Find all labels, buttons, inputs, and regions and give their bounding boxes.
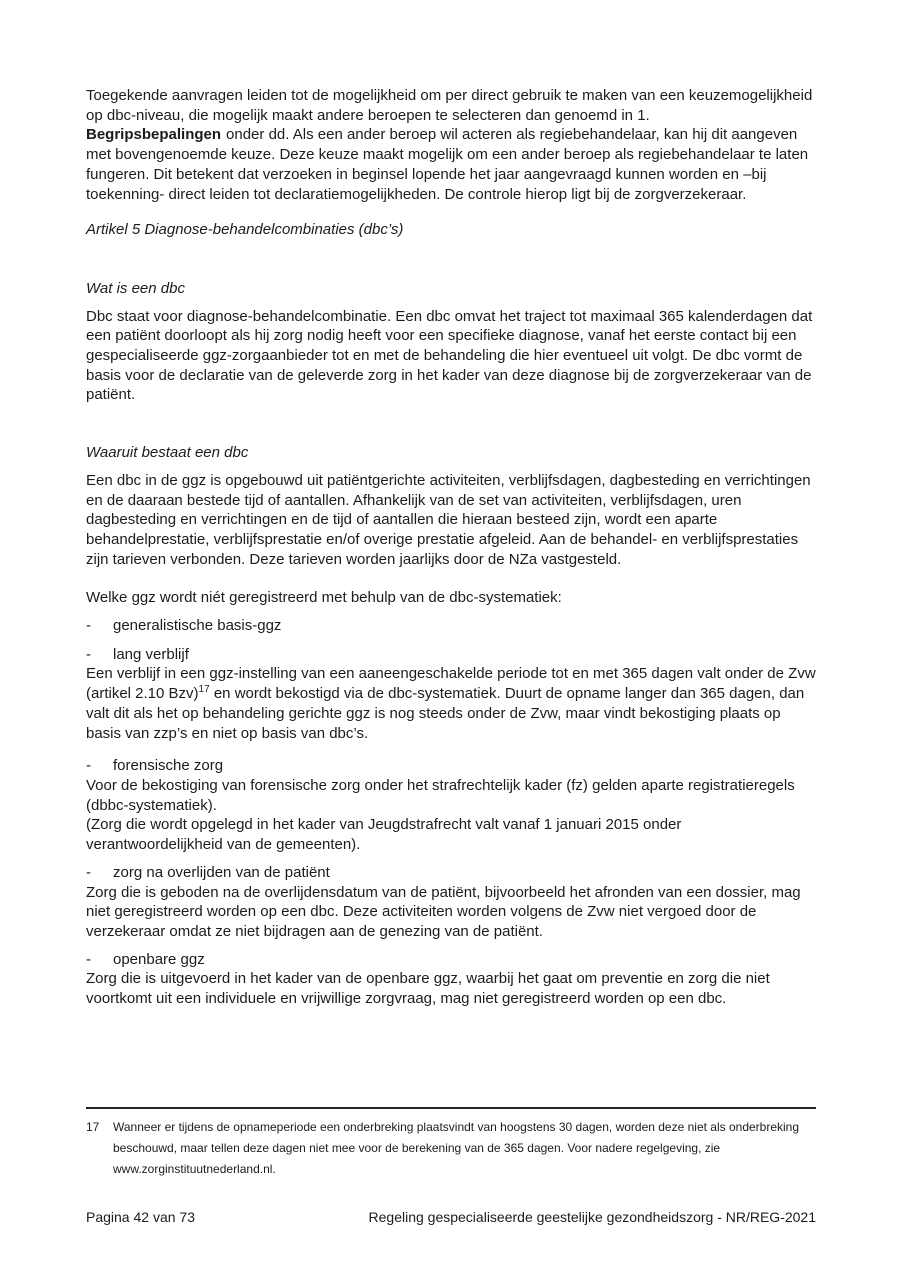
list-item-openbare-ggz: [86, 950, 816, 970]
list-item-generalistische-basis-ggz: [86, 616, 816, 636]
intro-bold-term: Begripsbepalingen: [86, 126, 222, 144]
forensische-zorg-body-extra: (Zorg die wordt opgelegd in het kader van Jeugdstrafrecht valt vanaf 1 januari 2015 onder verantwoordelijkheid van de gemeenten).: [86, 816, 682, 854]
list-item-label: forensische zorg: [113, 757, 224, 775]
list-item-label: lang verblijf: [113, 645, 189, 663]
list-item-forensische-zorg: [86, 756, 816, 776]
list-item-label: generalistische basis-ggz: [113, 617, 282, 635]
consists-of-body: Een dbc in de ggz is opgebouwd uit patiëntgerichte activiteiten, verblijfsdagen, dagbesteding en verrichtingen en de daaraan bestede tijd of aantallen. Afhankelijk van de set van activiteiten, verblijfsdagen, uren dagbesteding en verrichtingen en de tijd of aantallen die hieraan besteed zijn, wordt een aparte behandelprestatie, verblijfsprestatie en/of overige prestatie afgeleid. Aan de behandel- en verblijfsprestaties zijn tarieven verbonden. Deze tarieven worden jaarlijks door de NZa vastgesteld.: [86, 471, 811, 568]
zorg-na-overlijden-body: Zorg die is geboden na de overlijdensdatum van de patiënt, bijvoorbeeld het afronden van een dossier, mag niet geregistreerd worden op een dbc. Deze activiteiten worden volgens de Zvw niet vergoed door de verzekeraar omdat ze niet bijdragen aan de genezing van de patiënt.: [86, 883, 801, 940]
forensische-zorg-body: Voor de bekostiging van forensische zorg onder het strafrechtelijk kader (fz) gelden aparte registratieregels (dbbc-systematiek).: [86, 776, 795, 814]
list-item-label: openbare ggz: [113, 950, 205, 968]
lang-verblijf-text-after-ref: en wordt bekostigd via de dbc-systematiek. Duurt de opname langer dan 365 dagen, dan valt dit als het op behandeling gerichte ggz is nog steeds onder de Zvw, maar vindt bekostiging plaats op basis van zzp’s en niet op basis van dbc’s.: [86, 685, 805, 742]
lang-verblijf-text-before-ref: Een verblijf in een ggz-instelling van een aaneengeschakelde periode tot en met 365 dagen valt onder de Zvw (artikel 2.10 Bzv): [86, 665, 816, 703]
article-heading: Artikel 5 Diagnose-behandelcombinaties (dbc’s): [86, 221, 404, 239]
footnote-17: [86, 1117, 816, 1180]
list-item-zorg-na-overlijden: [86, 863, 816, 883]
bullet-dash: -: [86, 950, 91, 968]
footnote-separator-rule: [86, 1107, 816, 1109]
section-heading-consists-of: Waaruit bestaat een dbc: [86, 444, 249, 462]
page-footer: [86, 1209, 816, 1226]
page-content: [86, 86, 816, 1009]
intro-paragraph: [86, 86, 816, 204]
footnote-number: 17: [86, 1120, 100, 1134]
intro-text-before: Toegekende aanvragen leiden tot de mogelijkheid om per direct gebruik te maken van een keuzemogelijkheid op dbc-niveau, die mogelijk maakt andere beroepen te selecteren dan genoemd in 1.: [86, 87, 813, 124]
bullet-dash: -: [86, 645, 91, 663]
footnote-area: [86, 1107, 816, 1180]
lang-verblijf-body: [86, 664, 816, 743]
footer-document-title: Regeling gespecialiseerde geestelijke gezondheidszorg - NR/REG-2021: [368, 1209, 816, 1225]
bullet-dash: -: [86, 617, 91, 635]
footnote-ref-17: 17: [198, 684, 210, 696]
list-item-label: zorg na overlijden van de patiënt: [113, 863, 330, 881]
bullet-dash: -: [86, 757, 91, 775]
footer-page-number: Pagina 42 van 73: [86, 1209, 195, 1225]
what-is-body: Dbc staat voor diagnose-behandelcombinatie. Een dbc omvat het traject tot maximaal 365 kalenderdagen dat een patiënt doorloopt als hij zorg nodig heeft voor een specifieke diagnose, vanaf het eerste contact bij een gespecialiseerde ggz-zorgaanbieder tot en met de behandeling die hier eventueel uit volgt. De dbc vormt de basis voor de declaratie van de geleverde zorg in het kader van deze diagnose bij de zorgverzekeraar van de patiënt.: [86, 307, 813, 404]
excluded-intro: Welke ggz wordt niét geregistreerd met behulp van de dbc-systematiek:: [86, 589, 562, 607]
section-heading-what-is: Wat is een dbc: [86, 279, 185, 297]
list-item-lang-verblijf: [86, 645, 816, 665]
openbare-ggz-body: Zorg die is uitgevoerd in het kader van de openbare ggz, waarbij het gaat om preventie en zorg die niet voortkomt uit een individuele en vrijwillige zorgvraag, mag niet geregistreerd worden op een dbc.: [86, 970, 770, 1008]
footnote-text: Wanneer er tijdens de opnameperiode een onderbreking plaatsvindt van hoogstens 30 dagen, worden deze niet als onderbreking beschouwd, maar tellen deze dagen niet mee voor de berekening van de 365 dagen. Voor nadere regelgeving, zie www.zorginstituutnederland.nl.: [113, 1120, 800, 1176]
bullet-dash: -: [86, 863, 91, 881]
intro-text-after: onder dd. Als een ander beroep wil acteren als regiebehandelaar, kan hij dit aangeven met bovengenoemde keuze. Deze keuze maakt mogelijk om een ander beroep als regiebehandelaar te laten fungeren. Dit betekent dat verzoeken in beginsel lopende het jaar aangevraagd kunnen worden en –bij toekenning- direct leiden tot declaratiemogelijkheden. De controle hierop ligt bij de zorgverzekeraar.: [86, 126, 809, 203]
